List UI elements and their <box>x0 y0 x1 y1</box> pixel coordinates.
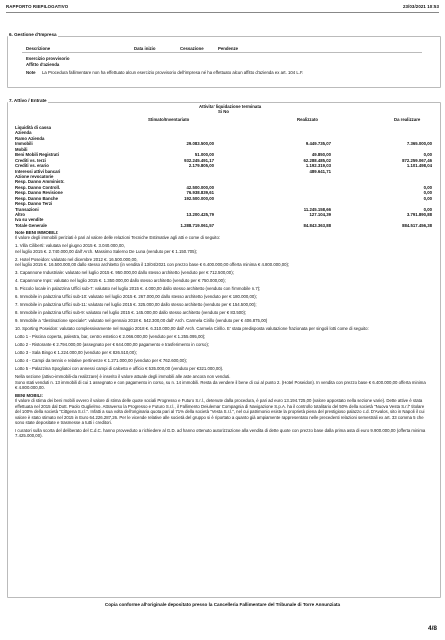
page-header <box>6 3 439 13</box>
gestione-note <box>22 70 422 82</box>
attivo-row-label: Resp. Danno Terzi <box>15 201 53 207</box>
attivo-row-stimato: 192.500.000,00 <box>184 195 214 201</box>
note-item-8: 8. Immobile in palazzina Uffici sub-9: valutato nel luglio 2015 €. 145.000,00 dallo stesso architetto (venduto per € 83.500); <box>15 310 247 316</box>
note-item-1: 1. Villa Ciliberti: valutata nel giugno 2015 €. 3.040.000,00, nel luglio 2015 €. 2.740.000,00 dall' Arch. Massimo Salerno De Luna (venduto per € 1.150.705); <box>15 243 198 254</box>
lot-5: Lotto 5 - Palazzina Spogliatoi con annessi campi di calcetto e ufficio € 535.000,00 (venduto per €321.000,00). <box>15 366 224 372</box>
section6-title: 6. Gestione d'Impresa <box>9 32 57 37</box>
attivo-row-label: Totale Generale <box>15 222 47 228</box>
attivo-row-label: Resp. Danno Controll. <box>15 184 61 190</box>
note-label: Note <box>26 70 36 75</box>
attivo-row-label: Altro <box>15 212 26 217</box>
col-cessazione: Cessazione <box>180 46 204 51</box>
attivo-row-da-realizzare: 0,00 <box>423 195 432 201</box>
attivo-row-stimato: 2.179.805,00 <box>188 163 214 169</box>
note-item-10: 10. Sporting Poseidon: valutato complessivamente nel maggio 2018 €. 6.310.000,00 dall' Arch. Carmela Cirillo. E' stata predisposta valutazione frazionata per singoli lotti come di seguito: <box>15 326 369 332</box>
attivo-row-label: Azienda <box>15 130 32 136</box>
attivo-row-label: Immobili <box>15 141 33 147</box>
attivo-row-label: Mobili <box>15 146 28 152</box>
col-pendenze: Pendenze <box>218 46 239 51</box>
note-sold-summary: Nella sezione (attivo-immobili-da realizzare) è inserito il valore attuale degli immobili alle aste ancora non venduti. Sono stati venduti n. 13 immobili di cui 1 assegnato e con pagamento in corso, su n. 14 immobili. Resta da vendere il bene di cui al punto 2. (Hotel Poseidon). In vendita con prezzo base € 6.400.000,00 offerta minima € 4.800.000,00. <box>15 374 426 391</box>
lot-2: Lotto 2 - Ristorante € 2.794.000,00 (assegnato per € 644.000,00 pagamento e trasferimento in corso); <box>15 342 209 348</box>
attivo-row-da-realizzare: 0,00 <box>423 184 432 190</box>
liquidation-heading: Attivita' liquidazione terminata <box>199 104 262 109</box>
row-label: Esercizio provvisorio <box>26 56 70 61</box>
col-da-realizzare: Da realizzare <box>394 117 421 122</box>
attivo-row-label: Interessi attivi bancari <box>15 168 61 174</box>
attivo-row-label: Transazioni <box>15 206 39 212</box>
note-item-9: 9. Immobile a "destinazione speciale": valutato nel gennaio 2018 €. 542.300,00 dall' Arch. Carmela Cirillo (venduto per € 406.875,00) <box>15 318 268 324</box>
attivo-row-da-realizzare: 884.517.456,38 <box>402 222 432 228</box>
attivo-row-realizzato: 1.192.319,03 <box>305 163 331 169</box>
note-item-7: 7. Immobile in palazzina Uffici sub-11: valutato nel luglio 2015 €. 325.000,00 dallo stesso architetto (venduto per € 154.500,00); <box>15 302 257 308</box>
attivo-row-da-realizzare: 3.791.890,88 <box>406 212 432 217</box>
liquidation-choice: Si No <box>218 109 229 114</box>
page-number: 4/8 <box>427 625 437 632</box>
notes-intro: Il valore degli immobili periziati è pari al valore delle relazioni Tecniche Estimative agli atti e come di seguito: <box>15 235 221 241</box>
attivo-row-realizzato: 9.449.735,07 <box>305 141 331 147</box>
attivo-row-da-realizzare: 0,00 <box>423 152 432 158</box>
attivo-row-da-realizzare: 1.101.498,04 <box>406 163 432 169</box>
attivo-row-stimato: 51.000,00 <box>194 152 214 158</box>
attivo-row-da-realizzare: 872.259.067,46 <box>402 157 432 163</box>
curatori-text: I curatori sulla scorta del deliberato del C.d.C. hanno provveduto a richiedere al G.D. ad hanno ottenuto autorizzazione alla vendita di dette quote con prezzo base dalla prima asta di euro 9.900.000,00 (offerta minima 7.425.000,00). <box>15 428 426 439</box>
attivo-row-realizzato: 84.843.363,88 <box>303 222 331 228</box>
col-stimato: Stimato/Inventariato <box>148 117 190 122</box>
attivo-row-stimato: 42.500.000,00 <box>186 184 214 190</box>
note-item-3: 3. Capannone Industriale: valutato nel luglio 2015 €. 950.000,00 dallo stesso architetto (venduto per € 712.500,00); <box>15 270 234 276</box>
note-item-2: 2. Hotel Poseidon: valutato nel dicembre 2012 €. 16.500.000,00, nel luglio 2015 €. 16.500.000,00 dallo stesso architetto (in vendita il 13/04/2021 con prezzo base € 6.400.000,00 offerta minima € 4.800.000,00); <box>15 256 290 268</box>
attivo-row-da-realizzare: 0,00 <box>423 190 432 196</box>
section7-title: 7. Attivo / Entrate <box>9 98 47 103</box>
row-label: Affitto d'azienda <box>26 62 60 67</box>
beni-mobili-text: Il valore di stima dei beni mobili ovvero il valore di stima delle quote sociali Progresso e Futuro S.r.l., detenute dalla procedura, è pari ad euro 13.194.725,00 (valore appostato nella sezione varie). Dette attive è stata effettuata nel 2015 dal Dott. Paolo Guglielmo. Attraverso la Progresso e Futuro S.r.l., il Fallimento Deiulemar Compagnia di Navigazione S.p.A. ha il controllo totalitario del 50% della società "Nuova Vesta S.r.l" titolare del 100% della società "Cittgena S.r.l.". Infatti a sua volta dell'originaria quota pari al 71% della società "Vesta S.r.l.", nel cui patrimonio esiste la proprietà piena del prestigioso palazzo c.d. D'Avalos, sito in Napoli il cui valore è stato stimato nel 2015 in Euro 64.226.287,26. Per le vicende relative alle società del gruppo si è riportato a quanto già ampiamente rappresentato nelle precedenti relazioni semestrali ex art. 33 comma 5 che sono state depositate e trasmesse a tutti i creditori. <box>15 398 425 426</box>
note-item-6: 6. Immobile in palazzina Uffici sub-10: valutato nel luglio 2015 €. 267.000,00 dallo stesso architetto (venduto per € 180.000,00); <box>15 294 257 300</box>
attivo-row-stimato: 29.083.500,00 <box>186 141 214 147</box>
header-title: RAPPORTO RIEPILOGATIVO <box>6 4 69 9</box>
attivo-row-da-realizzare: 0,00 <box>423 206 432 212</box>
attivo-row-stimato: 1.288.719.061,57 <box>180 222 214 228</box>
attivo-row-realizzato: 62.288.485,02 <box>303 157 331 163</box>
attivo-row-realizzato: 127.104,39 <box>309 212 331 217</box>
notes-body <box>15 230 429 441</box>
lot-4: Lotto 4 - Campi da tennis e relative pertinenze € 1.271.000,00 (venduto per € 762.600,00); <box>15 358 187 364</box>
attivo-row-realizzato: 11.245.158,66 <box>303 206 331 212</box>
certification-footer: Copia conforme all'originale depositato presso la Cancelleria Fallimentare del Tribunale di Torre Annunziata <box>104 602 341 607</box>
note-item-4: 4. Capannone Inps: valutato nel luglio 2015 €. 1.350.000,00 dallo stesso architetto (venduto per € 750.000,00); <box>15 278 226 284</box>
gestione-table-header <box>22 45 422 53</box>
attivo-row-stimato: 76.938.839,61 <box>186 190 214 196</box>
attivo-row-label: Azione revocatorie <box>15 173 54 179</box>
header-datetime: 23/03/2021 10:53 <box>402 4 439 9</box>
attivo-row-label: Resp. Danno Banche <box>15 195 58 201</box>
attivo-row-realizzato: 49.850,00 <box>311 152 331 158</box>
note-text: La Procedura fallimentare non ha effettuato alcun esercizio provvisorio dell'impresa né ha effettuato alcun affitto d'azienda ex art. 104 L.F. <box>42 70 304 75</box>
col-data-inizio: Data inizio <box>134 46 156 51</box>
attivo-row-label: Resp. Danno Amministr. <box>15 179 65 185</box>
note-item-5: 5. Piccolo locale in palazzina Uffici sub-7: valutato nel luglio 2015 €. 4.000,00 dallo stesso architetto (venduto con l'immobile n.7); <box>15 286 261 292</box>
attivo-row-da-realizzare: 7.365.000,00 <box>406 141 432 147</box>
table-row <box>22 61 422 67</box>
attivo-row-stimato: 932.245.491,17 <box>184 157 214 163</box>
col-descrizione: Descrizione <box>26 46 51 51</box>
notes-heading: Note BENI IMMOBILI: <box>15 230 59 235</box>
attivo-row-label: Liquidità di cassa <box>15 125 52 130</box>
attivo-row-realizzato: 489.641,71 <box>309 168 331 174</box>
attivo-row-label: Crediti vs. terzi <box>15 157 46 163</box>
lot-1: Lotto 1 - Piscina coperta, palestra, bar, centro estetico € 2.066.000,00 (venduto per € 1.255.095,00); <box>15 334 206 340</box>
attivo-table <box>15 125 433 228</box>
col-realizzato: Realizzato <box>297 117 319 122</box>
attivo-row-label: Ramo Azienda <box>15 135 45 141</box>
attivo-row-label: Iva su vendite <box>15 217 44 223</box>
attivo-row-label: Crediti vs. erario <box>15 163 49 169</box>
beni-mobili-heading: BENI MOBILI: <box>15 393 43 399</box>
gestione-table <box>22 45 422 82</box>
attivo-row-stimato: 13.200.425,79 <box>186 212 214 217</box>
attivo-row-label: Beni Mobili Registrati <box>15 152 59 158</box>
attivo-row-label: Resp. Danno Revisione <box>15 190 63 196</box>
attivo-row <box>15 223 433 228</box>
lot-3: Lotto 3 - Sala Bingo € 1.224.000,00 (venduto per € 826.510,00); <box>15 350 137 356</box>
